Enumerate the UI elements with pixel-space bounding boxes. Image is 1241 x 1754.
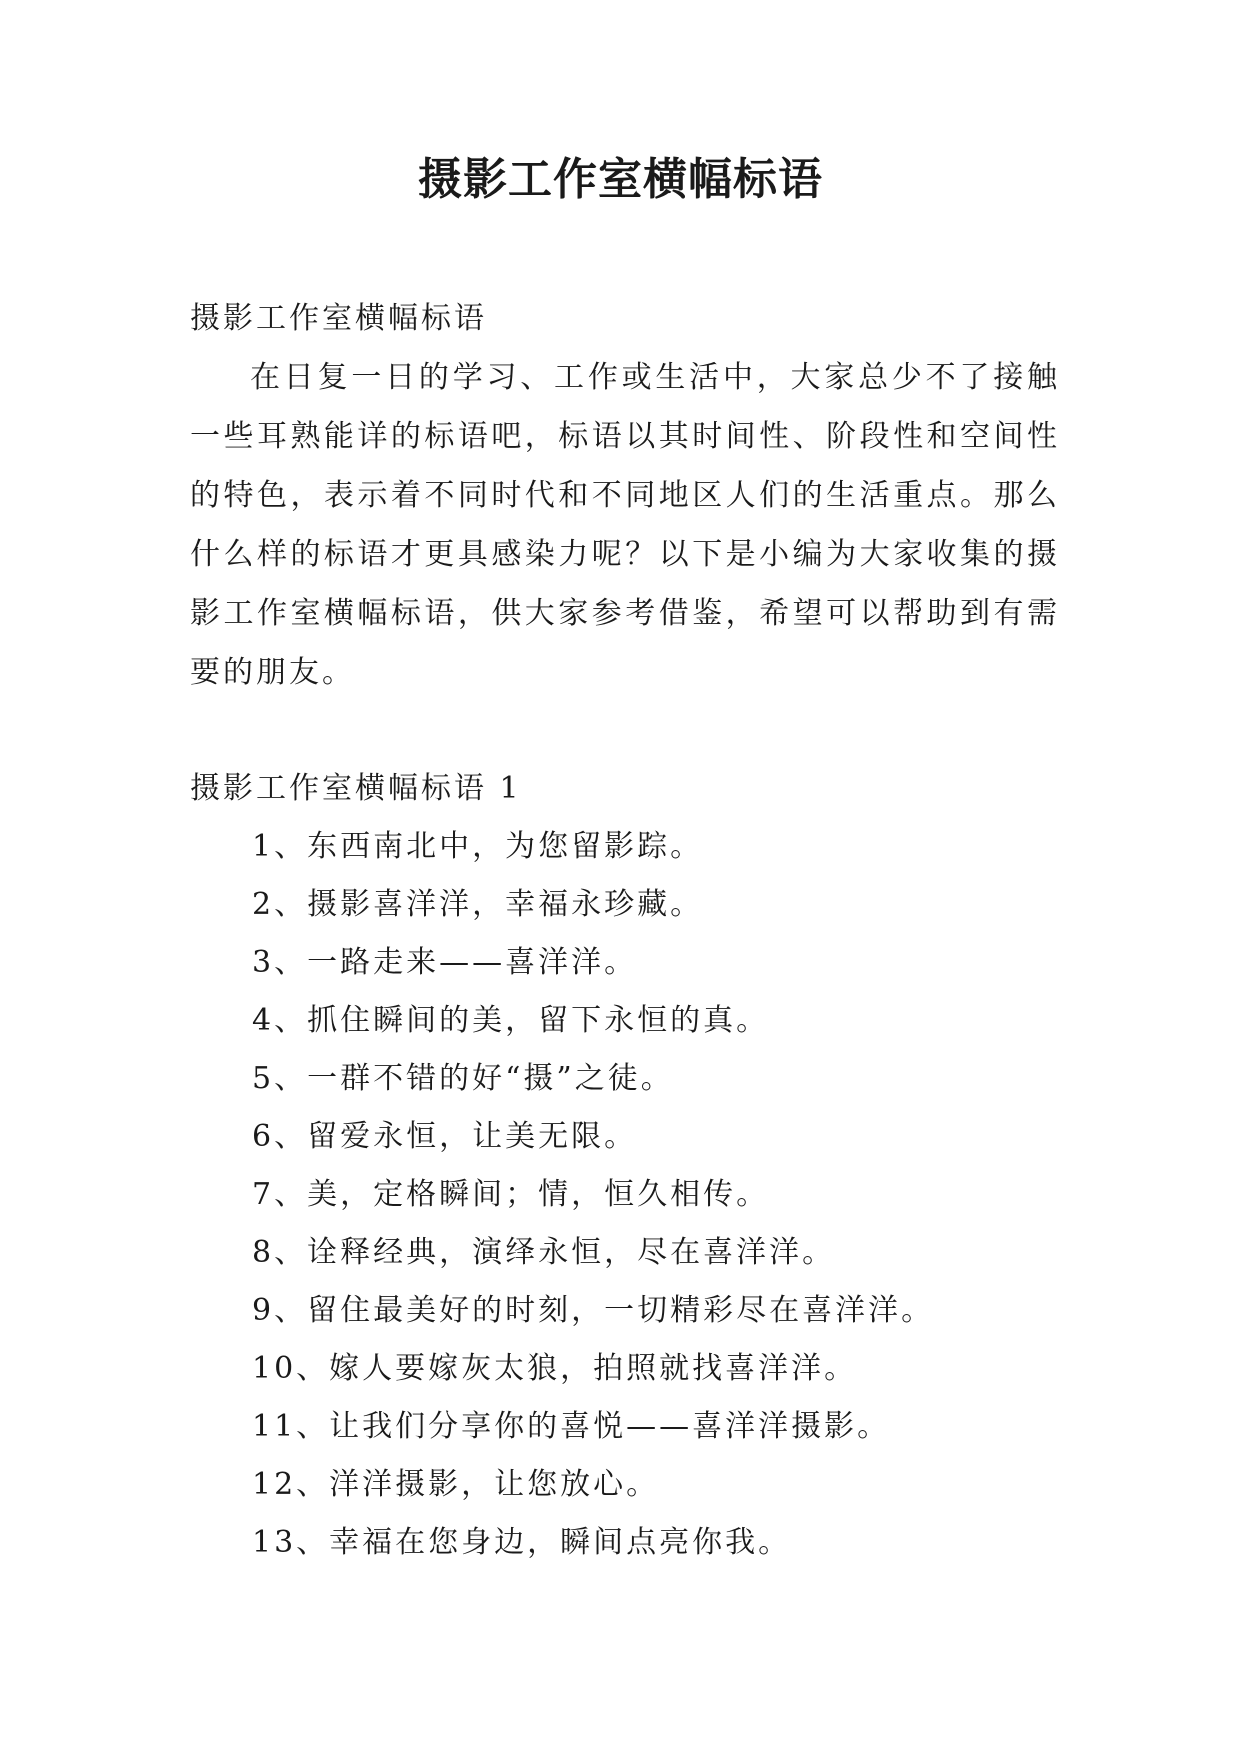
list-item: 10、嫁人要嫁灰太狼，拍照就找喜洋洋。: [252, 1351, 858, 1386]
list-item: 11、让我们分享你的喜悦——喜洋洋摄影。: [252, 1409, 891, 1444]
intro-paragraph: 在日复一日的学习、工作或生活中，大家总少不了接触一些耳熟能详的标语吧，标语以其时间性、阶段性和空间性的特色，表示着不同时代和不同地区人们的生活重点。那么什么样的标语才更具感染力呢？以下是小编为大家收集的摄影工作室横幅标语，供大家参考借鉴，希望可以帮助到有需要的朋友。: [190, 360, 1060, 690]
list-item: 1、东西南北中，为您留影踪。: [252, 829, 704, 864]
document-title: 摄影工作室横幅标语: [418, 154, 823, 205]
list-item: 7、美，定格瞬间；情，恒久相传。: [252, 1177, 770, 1212]
list-item: 9、留住最美好的时刻，一切精彩尽在喜洋洋。: [252, 1293, 935, 1328]
list-item: 12、洋洋摄影，让您放心。: [252, 1467, 660, 1502]
list-item: 3、一路走来——喜洋洋。: [252, 945, 638, 980]
list-item: 5、一群不错的好“摄”之徒。: [252, 1061, 674, 1096]
slogan-list: [190, 818, 1060, 1572]
document-subtitle: 摄影工作室横幅标语: [190, 301, 487, 336]
list-item: 6、留爱永恒，让美无限。: [252, 1119, 638, 1154]
section-title: 摄影工作室横幅标语 1: [190, 771, 522, 806]
list-item: 2、摄影喜洋洋，幸福永珍藏。: [252, 887, 704, 922]
document-body: [190, 290, 1060, 1572]
list-item: 13、幸福在您身边，瞬间点亮你我。: [252, 1525, 792, 1560]
list-item: 4、抓住瞬间的美，留下永恒的真。: [252, 1003, 770, 1038]
list-item: 8、诠释经典，演绎永恒，尽在喜洋洋。: [252, 1235, 836, 1270]
